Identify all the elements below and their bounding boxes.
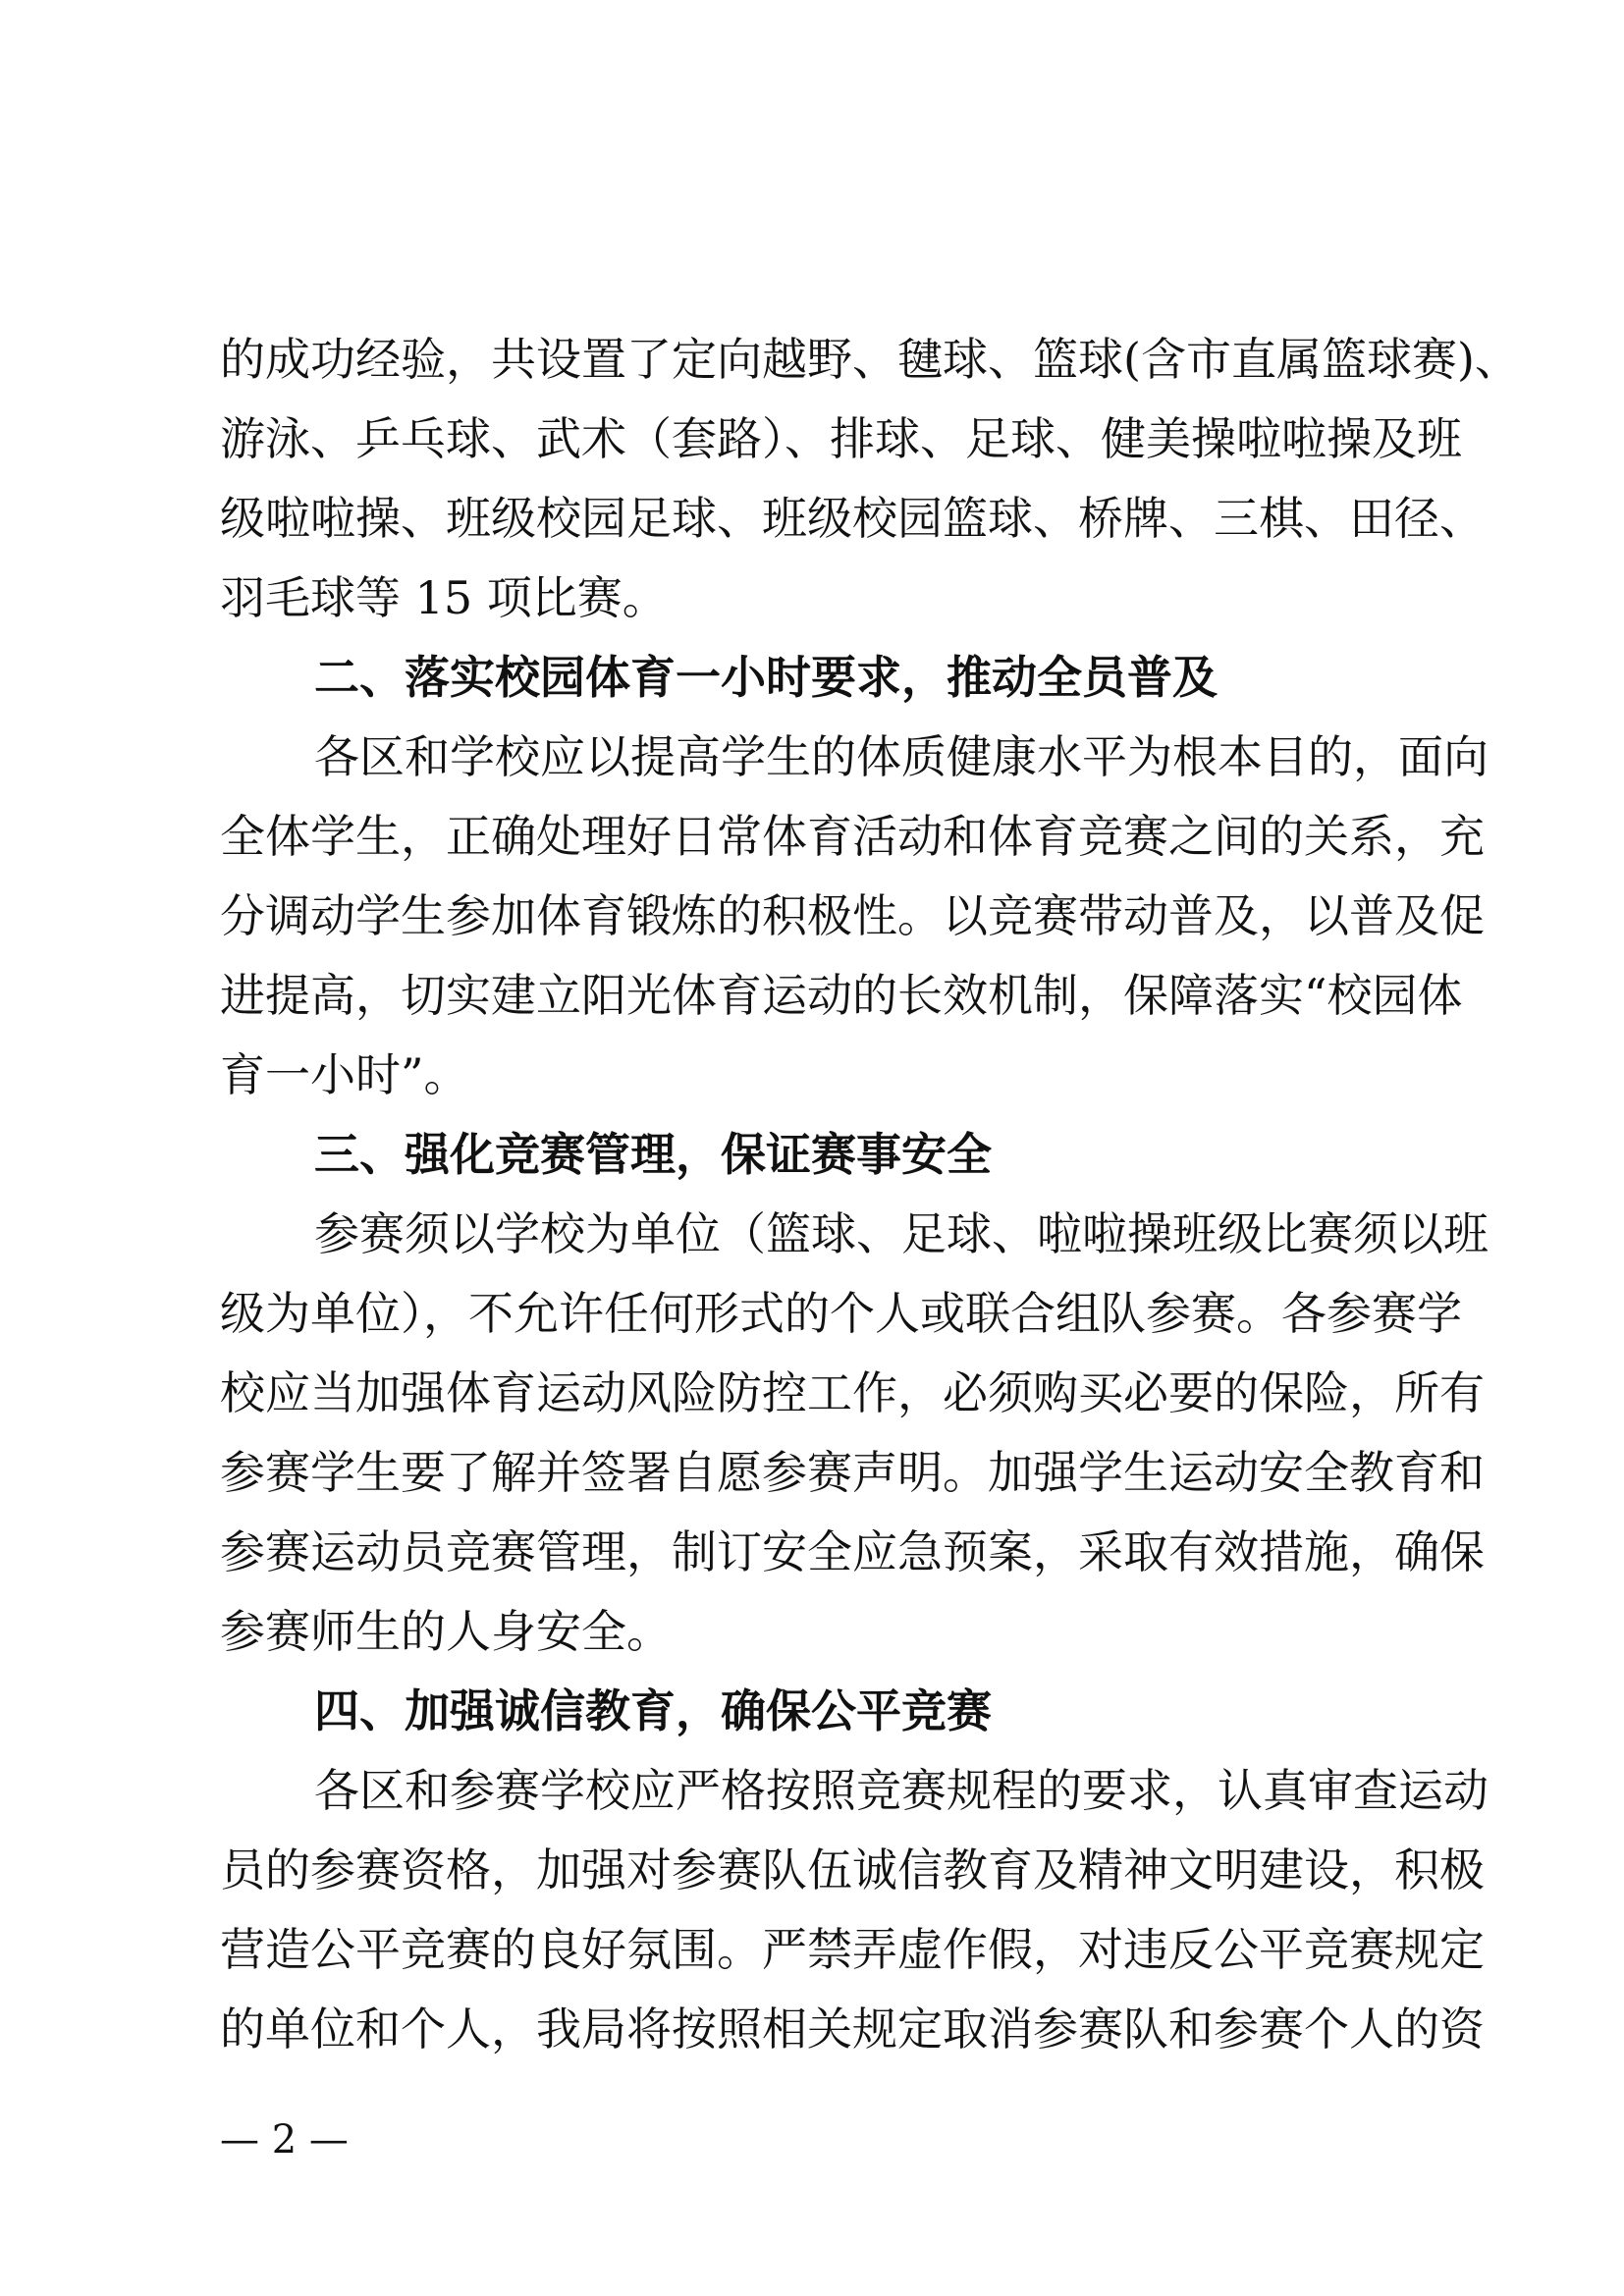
section-heading-3: 三、强化竞赛管理，保证赛事安全 bbox=[314, 1128, 992, 1181]
section-heading-4: 四、加强诚信教育，确保公平竞赛 bbox=[314, 1684, 992, 1737]
body-line: 羽毛球等 15 项比赛。 bbox=[220, 571, 668, 624]
body-line: 各区和参赛学校应严格按照竞赛规程的要求，认真审查运动 bbox=[314, 1764, 1489, 1817]
body-line: 参赛师生的人身安全。 bbox=[220, 1605, 672, 1658]
page-number: — 2 — bbox=[220, 2117, 349, 2163]
body-line: 校应当加强体育运动风险防控工作，必须购买必要的保险，所有 bbox=[220, 1366, 1485, 1419]
section-heading-2: 二、落实校园体育一小时要求，推动全员普及 bbox=[314, 651, 1218, 704]
body-line: 参赛学生要了解并签署自愿参赛声明。加强学生运动安全教育和 bbox=[220, 1446, 1485, 1499]
body-line: 级啦啦操、班级校园足球、班级校园篮球、桥牌、三棋、田径、 bbox=[220, 492, 1485, 545]
body-line: 营造公平竞赛的良好氛围。严禁弄虚作假，对违反公平竞赛规定 bbox=[220, 1923, 1485, 1976]
body-line: 各区和学校应以提高学生的体质健康水平为根本目的，面向 bbox=[314, 730, 1489, 783]
body-line: 参赛运动员竞赛管理，制订安全应急预案，采取有效措施，确保 bbox=[220, 1525, 1485, 1578]
body-line: 参赛须以学校为单位（篮球、足球、啦啦操班级比赛须以班 bbox=[314, 1207, 1489, 1260]
body-line: 员的参赛资格，加强对参赛队伍诚信教育及精神文明建设，积极 bbox=[220, 1843, 1485, 1896]
body-line: 级为单位），不允许任何形式的个人或联合组队参赛。各参赛学 bbox=[220, 1287, 1462, 1340]
body-line: 育一小时”。 bbox=[220, 1048, 469, 1101]
body-line: 分调动学生参加体育锻炼的积极性。以竞赛带动普及，以普及促 bbox=[220, 889, 1485, 942]
body-line: 游泳、乒乓球、武术（套路）、排球、足球、健美操啦啦操及班 bbox=[220, 412, 1462, 465]
body-line: 的成功经验，共设置了定向越野、毽球、篮球(含市直属篮球赛)、 bbox=[220, 333, 1520, 386]
body-line: 进提高，切实建立阳光体育运动的长效机制，保障落实“校园体 bbox=[220, 969, 1463, 1022]
body-line: 全体学生，正确处理好日常体育活动和体育竞赛之间的关系，充 bbox=[220, 810, 1485, 863]
body-line: 的单位和个人，我局将按照相关规定取消参赛队和参赛个人的资 bbox=[220, 2002, 1485, 2056]
